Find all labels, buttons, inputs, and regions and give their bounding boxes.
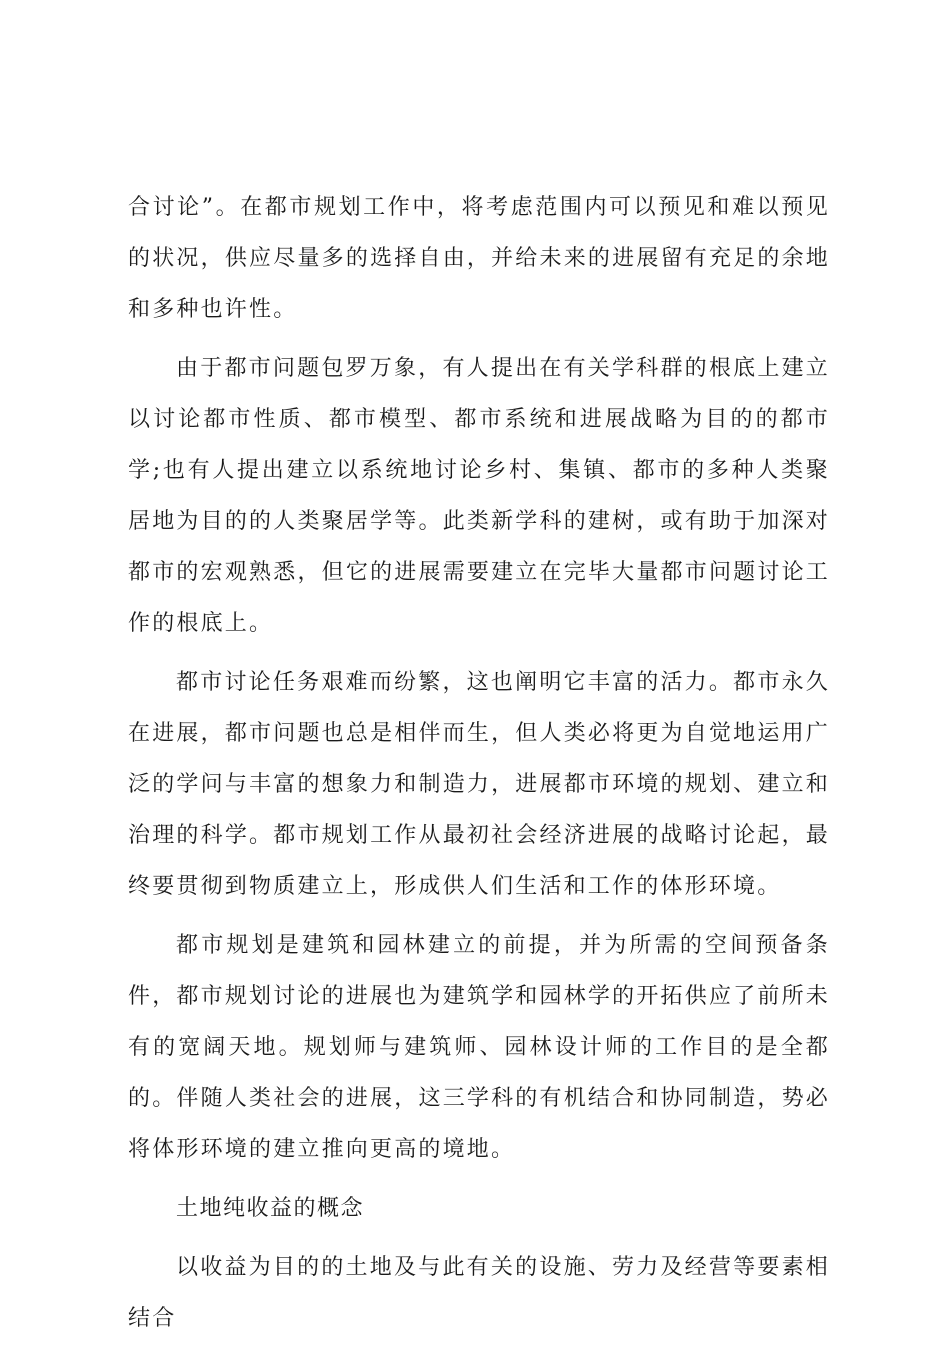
paragraph-land-income: 以收益为目的的土地及与此有关的设施、劳力及经营等要素相结合	[128, 1255, 830, 1331]
paragraph-planning-architecture: 都市规划是建筑和园林建立的前提，并为所需的空间预备条件，都市规划讨论的进展也为建筑学和园林学的开拓供应了前所未有的宽阔天地。规划师与建筑师、园林设计师的工作目的是全都的。伴随人类社会的进展，这三学科的有机结合和协同制造，势必将体形环境的建立推向更高的境地。	[128, 933, 830, 1162]
paragraph-urban-research: 都市讨论任务艰难而纷繁，这也阐明它丰富的活力。都市永久在进展，都市问题也总是相伴而生，但人类必将更为自觉地运用广泛的学问与丰富的想象力和制造力，进展都市环境的规划、建立和治理的科学。都市规划工作从最初社会经济进展的战略讨论起，最终要贯彻到物质建立上，形成供人们生活和工作的体形环境。	[128, 670, 830, 899]
paragraph-continuation: 合讨论”。在都市规划工作中，将考虑范围内可以预见和难以预见的状况，供应尽量多的选择自由，并给未来的进展留有充足的余地和多种也许性。	[128, 195, 830, 322]
paragraph-urban-science: 由于都市问题包罗万象，有人提出在有关学科群的根底上建立以讨论都市性质、都市模型、都市系统和进展战略为目的的都市学;也有人提出建立以系统地讨论乡村、集镇、都市的多种人类聚居地为目的的人类聚居学等。此类新学科的建树，或有助于加深对都市的宏观熟悉，但它的进展需要建立在完毕大量都市问题讨论工作的根底上。	[128, 356, 830, 636]
section-heading: 土地纯收益的概念	[176, 1196, 365, 1221]
document-body	[128, 182, 830, 1352]
